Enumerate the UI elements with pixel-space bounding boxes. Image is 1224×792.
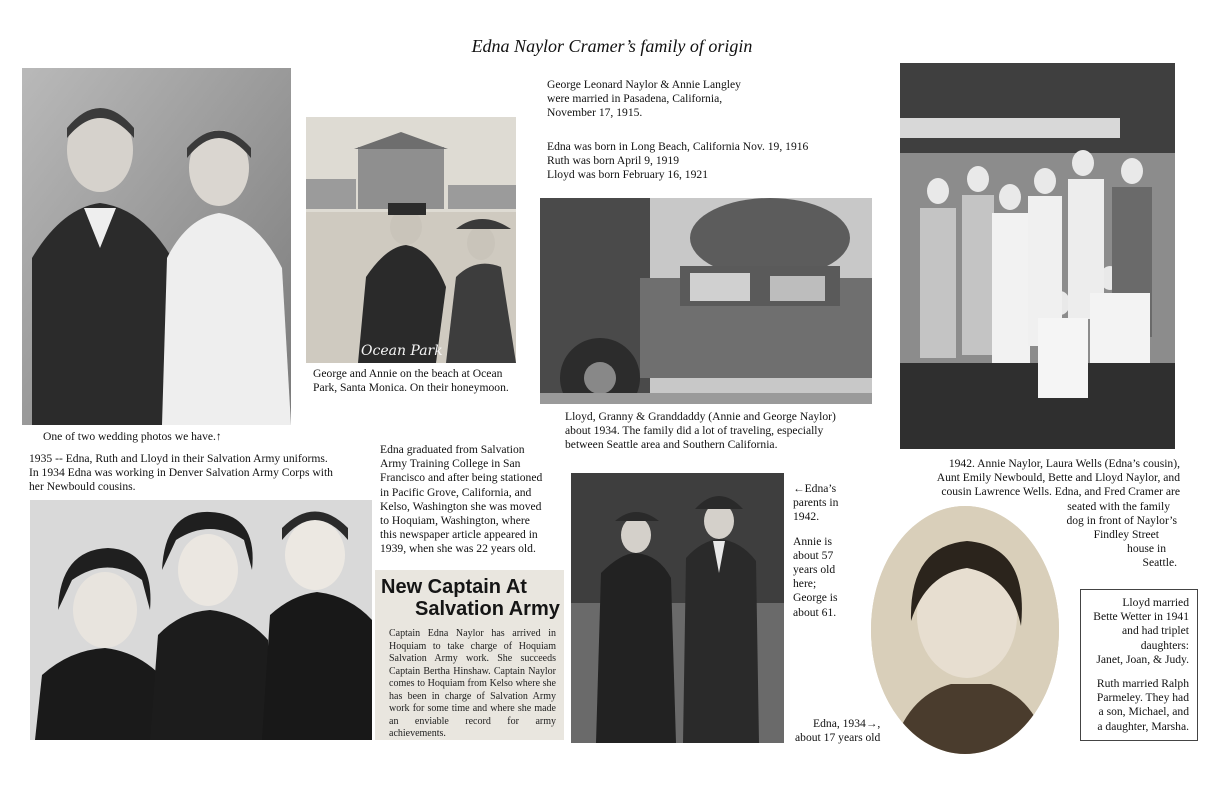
wedding-photo bbox=[22, 68, 291, 425]
siblings-line: and had triplet bbox=[1122, 624, 1189, 638]
graduated-line: Francisco and after being stationed bbox=[380, 471, 543, 485]
graduated-line: this newspaper article appeared in bbox=[380, 528, 538, 542]
group-caption-line: Aunt Emily Newbould, Bette and Lloyd Naylor, and bbox=[936, 471, 1180, 485]
siblings-line: Bette Wetter in 1941 bbox=[1093, 610, 1189, 624]
siblings-line: daughters: bbox=[1140, 638, 1189, 652]
graduated-line: to Hoquiam, Washington, where bbox=[380, 514, 530, 528]
parents-caption-line: years old bbox=[793, 563, 836, 577]
car-photo bbox=[540, 198, 872, 404]
uniforms-photo bbox=[30, 500, 372, 740]
group-caption-line: 1942. Annie Naylor, Laura Wells (Edna’s cousin), bbox=[948, 457, 1180, 470]
graduated-line: Kelso, Washington she was moved bbox=[380, 499, 542, 513]
uniforms-caption-line: her Newbould cousins. bbox=[29, 480, 136, 494]
siblings-info-box bbox=[1080, 589, 1198, 741]
parents-caption-line: Annie is bbox=[793, 534, 832, 548]
car-caption-line: about 1934. The family did a lot of traveling, especially bbox=[565, 424, 824, 438]
car-caption-line: between Seattle area and Southern California. bbox=[565, 438, 778, 452]
parents-caption-line: parents in bbox=[793, 496, 839, 510]
siblings-line: Parmeley. They had bbox=[1096, 691, 1189, 705]
parents-caption-line: here; bbox=[793, 577, 817, 591]
newspaper-clipping bbox=[375, 570, 564, 740]
parents-caption-line: George is bbox=[793, 591, 838, 605]
wedding-caption: One of two wedding photos we have.↑ bbox=[43, 430, 222, 443]
edna-1934-portrait bbox=[871, 506, 1059, 754]
parents-caption-line: ←Edna’s bbox=[793, 482, 837, 495]
graduated-line: Edna graduated from Salvation bbox=[380, 443, 525, 456]
marriage-line: were married in Pasadena, California, bbox=[547, 92, 723, 106]
birth-line: Edna was born in Long Beach, California Nov. 19, 1916 bbox=[547, 140, 809, 153]
edna-caption-line: Edna, 1934→, bbox=[813, 717, 881, 730]
siblings-line: a daughter, Marsha. bbox=[1097, 719, 1189, 733]
group-caption-line: dog in front of Naylor’s bbox=[1066, 513, 1177, 527]
group-caption-line: Seattle. bbox=[1142, 556, 1177, 570]
marriage-text bbox=[547, 78, 741, 121]
page-title: Edna Naylor Cramer’s family of origin bbox=[471, 36, 753, 56]
birth-line: Lloyd was born February 16, 1921 bbox=[547, 168, 708, 182]
newspaper-headline-1: New Captain At bbox=[381, 576, 527, 598]
group-caption-line: Findley Street bbox=[1093, 528, 1159, 542]
graduated-text bbox=[380, 443, 542, 557]
siblings-line: Janet, Joan, & Judy. bbox=[1096, 652, 1189, 666]
beach-caption: George and Annie on the beach at Ocean Park, Santa Monica. On their honeymoon. bbox=[313, 367, 509, 395]
siblings-line bbox=[1089, 667, 1189, 677]
graduated-line: Army Training College in San bbox=[380, 457, 521, 471]
group-1942-photo bbox=[900, 63, 1175, 449]
uniforms-caption-line: 1935 -- Edna, Ruth and Lloyd in their Salvation Army uniforms. bbox=[29, 452, 328, 465]
group-caption-line: cousin Lawrence Wells. Edna, and Fred Cramer are bbox=[941, 485, 1180, 499]
newspaper-headline-2: Salvation Army bbox=[415, 598, 560, 620]
marriage-line: November 17, 1915. bbox=[547, 106, 643, 120]
siblings-line: a son, Michael, and bbox=[1098, 705, 1189, 719]
edna-1934-caption bbox=[795, 717, 880, 745]
car-caption-line: Lloyd, Granny & Granddaddy (Annie and George Naylor) bbox=[565, 410, 836, 423]
graduated-line: in Pacific Grove, California, and bbox=[380, 485, 532, 499]
group-caption-line: house in bbox=[1127, 542, 1166, 556]
uniforms-caption-line: In 1934 Edna was working in Denver Salvation Army Corps with bbox=[29, 466, 333, 480]
beach-photo bbox=[306, 117, 516, 363]
birth-line: Ruth was born April 9, 1919 bbox=[547, 154, 680, 168]
beach-handwriting: Ocean Park bbox=[361, 343, 443, 359]
siblings-line: Lloyd married bbox=[1122, 596, 1189, 609]
uniforms-caption bbox=[29, 452, 333, 495]
group-caption-line: seated with the family bbox=[1067, 499, 1170, 513]
parents-1942-photo bbox=[571, 473, 784, 743]
edna-caption-line: about 17 years old bbox=[795, 731, 881, 745]
marriage-line: George Leonard Naylor & Annie Langley bbox=[547, 78, 741, 91]
parents-caption-line: 1942. bbox=[793, 510, 820, 524]
car-caption bbox=[565, 410, 836, 453]
newspaper-body: Captain Edna Naylor has arrived in Hoquiam to take charge of Hoquiam Salvation Army work. She succeeds Captain Bertha Hinshaw. Captain Naylor comes to Hoquiam from Kelso where she has been in charge of Salvation Army work for some time and where she made an enviable record for army achievements. bbox=[389, 628, 556, 739]
siblings-line: Ruth married Ralph bbox=[1096, 677, 1189, 691]
parents-caption-line: about 57 bbox=[793, 548, 834, 562]
parents-1942-caption bbox=[793, 482, 838, 620]
parents-caption-line: about 61. bbox=[793, 605, 837, 619]
parents-caption-line bbox=[793, 525, 838, 535]
births-text bbox=[547, 140, 808, 183]
graduated-line: 1939, when she was 22 years old. bbox=[380, 542, 536, 556]
